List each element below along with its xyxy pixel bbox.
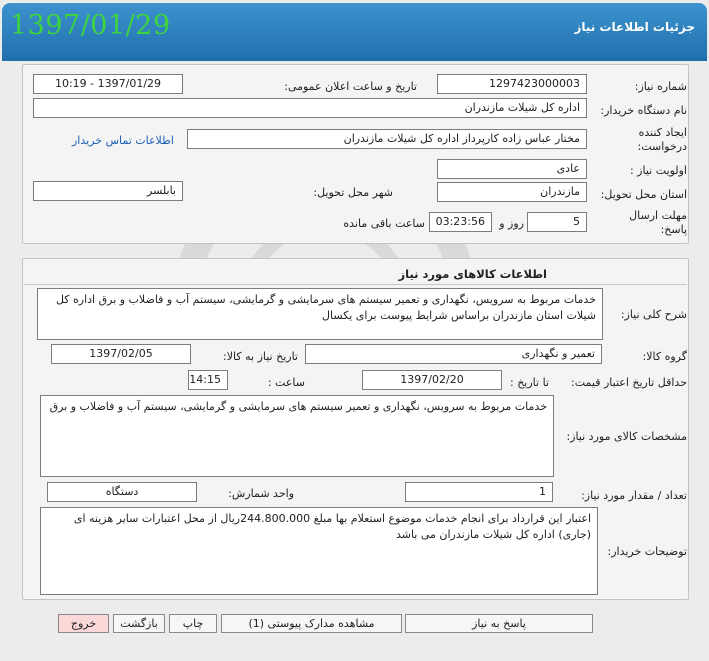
exit-button[interactable]: خروج xyxy=(58,614,109,633)
buyer-notes-text: اعتبار این قرارداد برای انجام خدمات موضوع استعلام بها مبلغ 244.800.000ریال از محل اعتبارات سایر هزینه ای (جاری) اداره کل شیلات مازندران می باشد xyxy=(40,507,598,595)
summary-label: شرح کلی نیاز: xyxy=(620,308,687,321)
need-date-label: تاریخ نیاز به کالا: xyxy=(223,350,298,363)
priority-field: عادی xyxy=(437,159,587,179)
buyer-org-field: اداره کل شیلات مازندران xyxy=(33,98,587,118)
buyer-notes-label: توضیحات خریدار: xyxy=(607,545,687,558)
hour-field: 14:15 xyxy=(188,370,228,390)
need-number-field: 1297423000003 xyxy=(437,74,587,94)
reply-to-need-button[interactable]: پاسخ به نیاز xyxy=(405,614,593,633)
specs-label: مشخصات کالای مورد نیاز: xyxy=(566,430,687,443)
announce-datetime-field: 1397/01/29 - 10:19 xyxy=(33,74,183,94)
qty-field: 1 xyxy=(405,482,553,502)
goods-section-title: اطلاعات کالاهای مورد نیاز xyxy=(398,267,547,281)
goods-group-field: تعمیر و نگهداری xyxy=(305,344,602,364)
priority-label: اولویت نیاز : xyxy=(629,164,687,177)
creator-field: مختار عباس زاده کارپرداز اداره کل شیلات مازندران xyxy=(187,129,587,149)
days-word: روز و xyxy=(499,217,524,230)
buyer-org-label: نام دستگاه خریدار: xyxy=(600,104,687,117)
remaining-label: ساعت باقی مانده xyxy=(343,217,425,230)
unit-field: دستگاه xyxy=(47,482,197,502)
until-date-label: تا تاریخ : xyxy=(510,376,549,389)
city-field: بابلسر xyxy=(33,181,183,201)
back-button[interactable]: بازگشت xyxy=(113,614,165,633)
need-date-field: 1397/02/05 xyxy=(51,344,191,364)
summary-text: خدمات مربوط به سرویس، نگهداری و تعمیر سیستم های سرمایشی و گرمایشی، سیستم آب و فاضلاب و برق اداره کل شیلات استان مازندران براساس شرایط پیوست برای یکسال xyxy=(37,288,603,340)
view-attachments-button[interactable]: مشاهده مدارک پیوستی (1) xyxy=(221,614,402,633)
need-number-label: شماره نیاز: xyxy=(634,80,687,93)
creator-label: ایجاد کننده درخواست: xyxy=(637,126,687,153)
goods-title-divider xyxy=(24,284,687,285)
page-title: جزئیات اطلاعات نیاز xyxy=(574,20,695,34)
specs-text: خدمات مربوط به سرویس، نگهداری و تعمیر سیستم های سرمایشی و گرمایشی، سیستم آب و فاضلاب و برق xyxy=(40,395,554,477)
deadline-days-field: 5 xyxy=(527,212,587,232)
province-label: استان محل تحویل: xyxy=(600,188,687,201)
unit-label: واحد شمارش: xyxy=(228,487,294,500)
deadline-time-field: 03:23:56 xyxy=(429,212,492,232)
city-label: شهر محل تحویل: xyxy=(313,186,393,199)
deadline-label: مهلت ارسال پاسخ: xyxy=(629,209,687,236)
hour-label: ساعت : xyxy=(267,376,305,389)
print-button[interactable]: چاپ xyxy=(169,614,217,633)
buyer-contact-link[interactable]: اطلاعات تماس خریدار xyxy=(72,134,174,147)
qty-label: تعداد / مقدار مورد نیاز: xyxy=(581,489,687,502)
announce-datetime-label: تاریخ و ساعت اعلان عمومی: xyxy=(284,80,417,93)
until-date-field: 1397/02/20 xyxy=(362,370,502,390)
province-field: مازندران xyxy=(437,182,587,202)
date-stamp: 1397/01/29 xyxy=(10,10,171,41)
goods-group-label: گروه کالا: xyxy=(642,350,687,363)
price-validity-label: حداقل تاریخ اعتبار قیمت: xyxy=(571,376,687,389)
